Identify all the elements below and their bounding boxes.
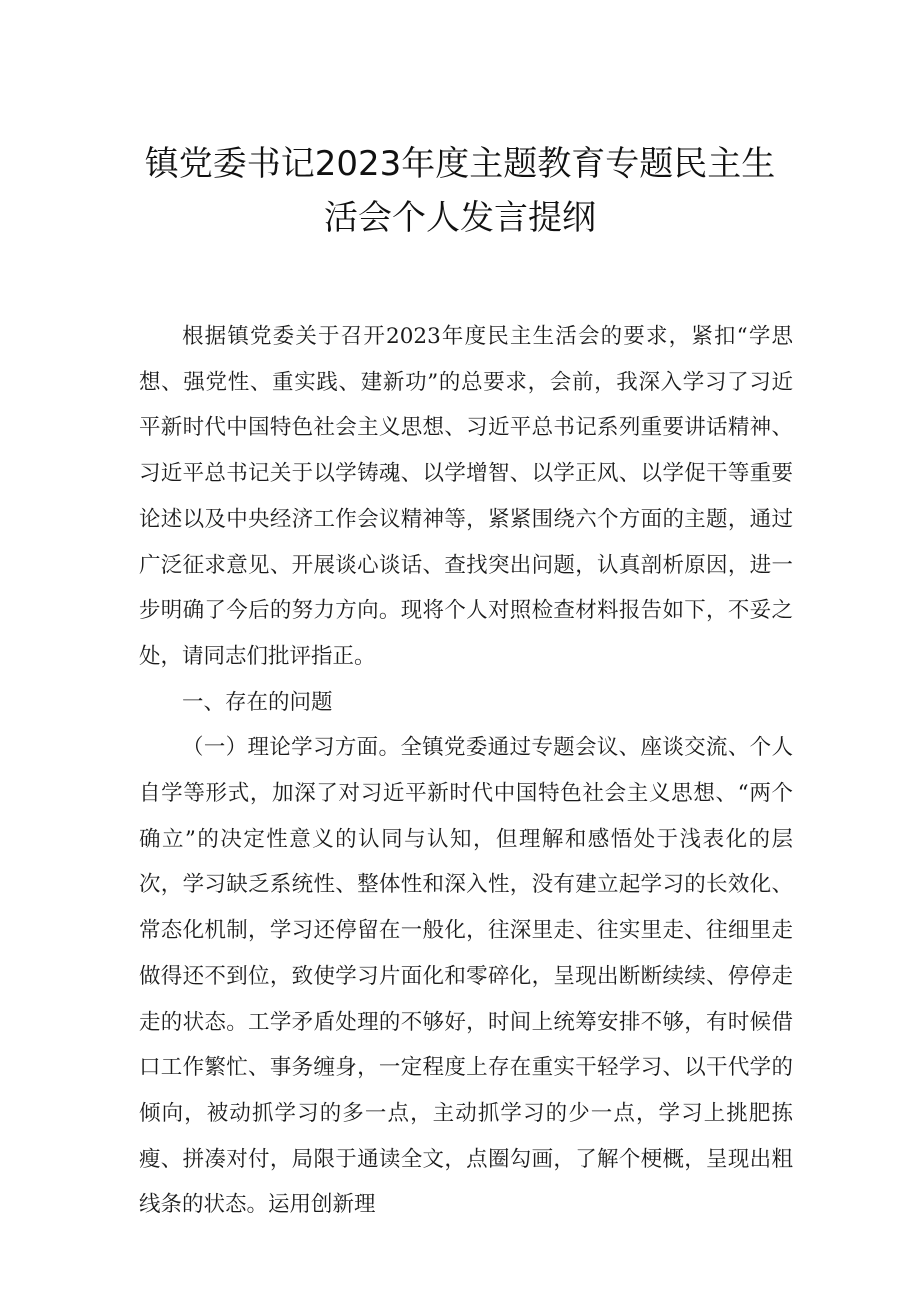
intro-paragraph: 根据镇党委关于召开2023年度民主生活会的要求，紧扣“学思想、强党性、重实践、建新功”的总要求，会前，我深入学习了习近平新时代中国特色社会主义思想、习近平总书记系列重要讲话精神、习近平总书记关于以学铸魂、以学增智、以学正风、以学促干等重要论述以及中央经济工作会议精神等，紧紧围绕六个方面的主题，通过广泛征求意见、开展谈心谈话、查找突出问题，认真剖析原因，进一步明确了今后的努力方向。现将个人对照检查材料报告如下，不妥之处，请同志们批评指正。 [139, 324, 793, 669]
theory-study-paragraph: （一）理论学习方面。全镇党委通过专题会议、座谈交流、个人自学等形式，加深了对习近平新时代中国特色社会主义思想、“两个确立”的决定性意义的认同与认知，但理解和感悟处于浅表化的层次，学习缺乏系统性、整体性和深入性，没有建立起学习的长效化、常态化机制，学习还停留在一般化，往深里走、往实里走、往细里走做得还不到位，致使学习片面化和零碎化，呈现出断断续续、停停走走的状态。工学矛盾处理的不够好，时间上统筹安排不够，有时候借口工作繁忙、事务缠身，一定程度上存在重实干轻学习、以干代学的倾向，被动抓学习的多一点，主动抓学习的少一点，学习上挑肥拣瘦、拼凑对付，局限于通读全文，点圈勾画，了解个梗概，呈现出粗线条的状态。运用创新理 [139, 735, 793, 1218]
document-title-line-2: 活会个人发言提纲 [324, 198, 596, 238]
document-body [139, 314, 793, 1228]
section-heading: 一、存在的问题 [182, 689, 333, 715]
document-title-line-1: 镇党委书记2023年度主题教育专题民主生 [144, 144, 776, 184]
